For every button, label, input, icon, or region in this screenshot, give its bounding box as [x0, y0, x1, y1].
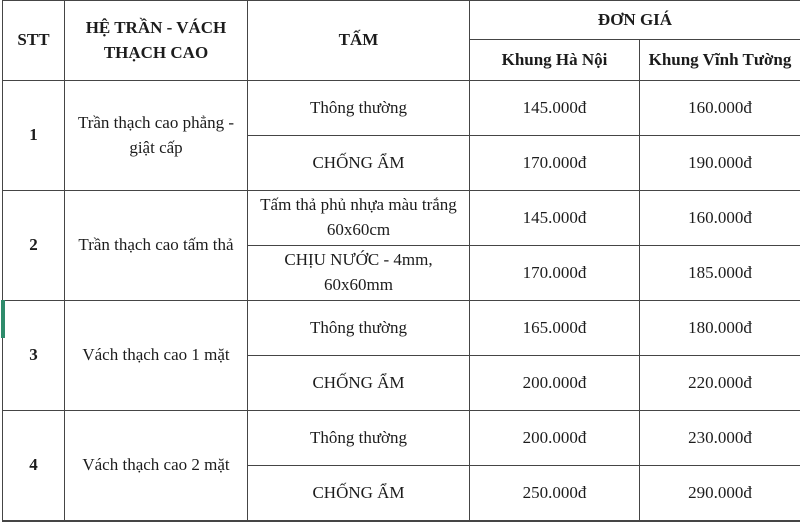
- scan-artifact-stripe: [1, 300, 5, 338]
- price-vinhtuong-cell: 290.000đ: [640, 466, 800, 522]
- price-hanoi-cell: 200.000đ: [470, 411, 640, 466]
- price-vinhtuong-cell: 160.000đ: [640, 191, 800, 246]
- category-cell: Trần thạch cao tấm thả: [65, 191, 248, 301]
- price-vinhtuong-cell: 190.000đ: [640, 136, 800, 191]
- panel-cell: Thông thường: [248, 81, 470, 136]
- panel-cell: CHỐNG ẨM: [248, 356, 470, 411]
- table-row: [3, 191, 800, 246]
- price-vinhtuong-cell: 180.000đ: [640, 301, 800, 356]
- category-cell: Trần thạch cao phẳng - giật cấp: [65, 81, 248, 191]
- row-number: 2: [3, 191, 65, 301]
- price-hanoi-cell: 200.000đ: [470, 356, 640, 411]
- header-price-group: ĐƠN GIÁ: [470, 1, 800, 40]
- panel-cell: CHỊU NƯỚC - 4mm, 60x60mm: [248, 246, 470, 301]
- price-hanoi-cell: 165.000đ: [470, 301, 640, 356]
- header-row-top: [3, 1, 800, 40]
- price-hanoi-cell: 145.000đ: [470, 191, 640, 246]
- row-number: 4: [3, 411, 65, 522]
- price-hanoi-cell: 250.000đ: [470, 466, 640, 522]
- price-vinhtuong-cell: 160.000đ: [640, 81, 800, 136]
- panel-cell: CHỐNG ẨM: [248, 136, 470, 191]
- panel-cell: Thông thường: [248, 411, 470, 466]
- price-hanoi-cell: 145.000đ: [470, 81, 640, 136]
- table-row: [3, 411, 800, 466]
- table-row: [3, 81, 800, 136]
- header-panel: TẤM: [248, 1, 470, 81]
- header-system: HỆ TRẦN - VÁCH THẠCH CAO: [65, 1, 248, 81]
- price-vinhtuong-cell: 185.000đ: [640, 246, 800, 301]
- row-number: 1: [3, 81, 65, 191]
- panel-cell: Tấm thả phủ nhựa màu trắng 60x60cm: [248, 191, 470, 246]
- row-number: 3: [3, 301, 65, 411]
- price-hanoi-cell: 170.000đ: [470, 246, 640, 301]
- price-vinhtuong-cell: 220.000đ: [640, 356, 800, 411]
- table-row: [3, 301, 800, 356]
- category-cell: Vách thạch cao 2 mặt: [65, 411, 248, 522]
- header-stt: STT: [3, 1, 65, 81]
- panel-cell: Thông thường: [248, 301, 470, 356]
- gypsum-price-table: [2, 0, 800, 522]
- header-hanoi: Khung Hà Nội: [470, 40, 640, 81]
- category-cell: Vách thạch cao 1 mặt: [65, 301, 248, 411]
- price-vinhtuong-cell: 230.000đ: [640, 411, 800, 466]
- price-hanoi-cell: 170.000đ: [470, 136, 640, 191]
- panel-cell: CHỐNG ẨM: [248, 466, 470, 522]
- header-vinhtuong: Khung Vĩnh Tường: [640, 40, 800, 81]
